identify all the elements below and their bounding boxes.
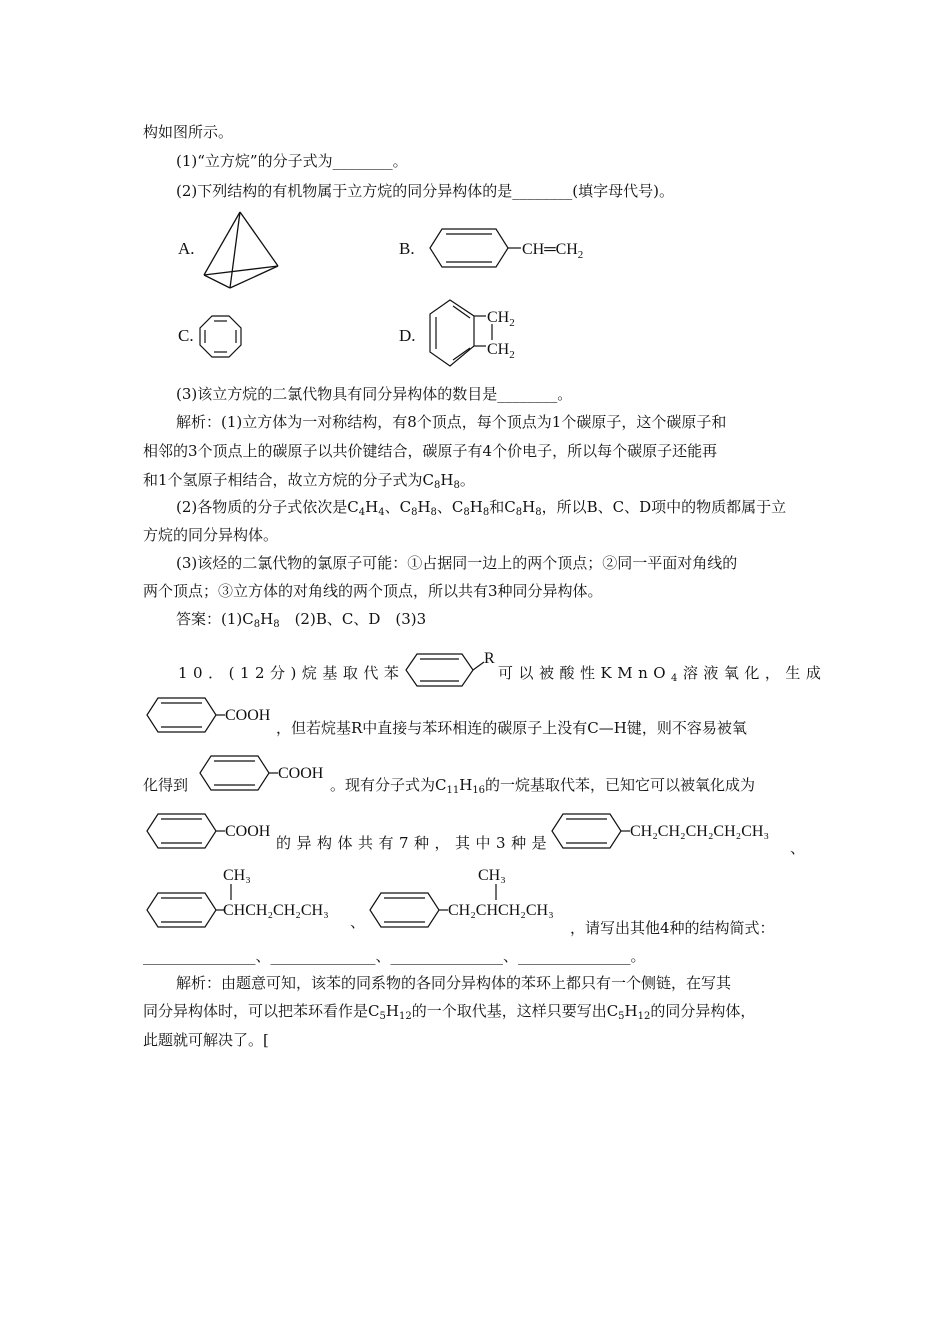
benzoic-acid-structure — [145, 694, 275, 736]
option-a-label: A. — [178, 239, 195, 258]
analysis-1-line-2: 相邻的3个顶点上的碳原子以共价键结合，碳原子有4个价电子，所以每个碳原子还能再 — [143, 442, 718, 460]
option-d-label: D. — [399, 326, 416, 345]
answer-line: 答案：$(1)C_8H_8$ (2)B、C、D (3)3 — [176, 610, 427, 630]
option-d-structure — [426, 296, 536, 374]
styrene-structure — [428, 225, 598, 273]
question-10-line-5: ，请写出其他4种的结构简式： — [570, 919, 775, 937]
analysis-3-line-1: (3)该烃的二氯代物的氯原子可能：①占据同一边上的两个顶点；②同一平面对角线的 — [176, 554, 738, 572]
question-10-line-4: 的异构体共有7种，其中3种是 — [276, 834, 553, 852]
option-c-label: C. — [178, 326, 194, 345]
question-10-line-3-start: 化得到 — [143, 776, 189, 794]
vinyl-group-text: CH═CH — [522, 241, 578, 258]
cooh-label: COOH — [278, 765, 324, 782]
cooh-label: COOH — [225, 823, 271, 840]
cyclooctatetraene-structure — [198, 314, 244, 360]
analysis-4-line-3: 此题就可解决了。[ — [143, 1031, 269, 1049]
svg-text:CH2: $CH_2$ — [487, 309, 515, 329]
question-3: (3)该立方烷的二氯代物具有同分异构体的数目是________。 — [176, 385, 573, 403]
question-10-line-1: 可以被酸性KMnO$_4$溶液氧化，生成 — [498, 664, 827, 684]
ch2-bottom-text: CH — [487, 341, 510, 358]
analysis-4-line-1: 解析：由题意可知，该苯的同系物的各同分异构体的苯环上都只有一个侧链，在写其 — [176, 974, 732, 992]
option-b-label: B. — [399, 239, 415, 258]
svg-text:CH═CH2: $CH═CH_2$ — [522, 241, 584, 261]
answer-blanks: _______________、______________、_______________、_______________。 — [143, 947, 646, 965]
isomer-3-structure — [368, 860, 578, 940]
question-10-line-3: 。现有分子式为$C_{11}H_{16}$的一烷基取代苯，已知它可以被氧化成为 — [330, 776, 756, 796]
ch3-branch-text: CH₃ — [223, 867, 251, 884]
tetrahedron-structure — [200, 210, 282, 290]
ch2-top-text: CH — [487, 309, 510, 326]
chain-2-text: CHCH₂CH₂CH₃ — [223, 902, 329, 919]
svg-text:CH2: $CH_2$ — [487, 341, 515, 361]
question-1: (1)“立方烷”的分子式为________。 — [176, 152, 408, 170]
pentylbenzene-structure — [550, 810, 800, 852]
question-10-line-2: ，但若烷基R中直接与苯环相连的碳原子上没有C—H键，则不容易被氧 — [276, 719, 747, 737]
analysis-3-line-2: 两个顶点；③立方体的对角线的两个顶点，所以共有3种同分异构体。 — [143, 582, 603, 600]
benzoic-acid-structure — [198, 752, 328, 794]
analysis-2-line-2: 方烷的同分异构体。 — [143, 526, 279, 544]
analysis-2-line-1: (2)各物质的分子式依次是$C_4H_4$、$C_8H_8$、$C_8H_8$和$C_8H_8$，所以B、C、D项中的物质都属于立 — [176, 498, 787, 518]
analysis-4-line-2: 同分异构体时，可以把苯环看作是$C_5H_{12}$的一个取代基，这样只要写出$C_5H_{12}$的同分异构体， — [143, 1002, 756, 1022]
text-line: 构如图所示。 — [143, 123, 234, 141]
isomer-2-structure — [145, 860, 370, 940]
chain-1-text: CH₂CH₂CH₂CH₂CH₃ — [630, 823, 770, 840]
alkylbenzene-structure — [404, 650, 500, 690]
benzoic-acid-structure — [145, 810, 275, 852]
separator: 、 — [350, 913, 366, 931]
analysis-1-line-1: 解析：(1)立方体为一对称结构，有8个顶点，每个顶点为1个碳原子，这个碳原子和 — [176, 413, 727, 431]
ch3-branch-text: CH₃ — [478, 867, 506, 884]
separator: 、 — [790, 839, 806, 857]
cooh-label: COOH — [225, 707, 271, 724]
question-10-number: 10．(12分)烷基取代苯 — [178, 664, 405, 682]
r-group-label: R — [484, 650, 495, 667]
analysis-1-line-3: 和1个氢原子相结合，故立方烷的分子式为$C_8H_8$。 — [143, 471, 475, 491]
chain-3-text: CH₂CHCH₂CH₃ — [448, 902, 554, 919]
question-2: (2)下列结构的有机物属于立方烷的同分异构体的是________(填字母代号)。 — [176, 182, 674, 200]
